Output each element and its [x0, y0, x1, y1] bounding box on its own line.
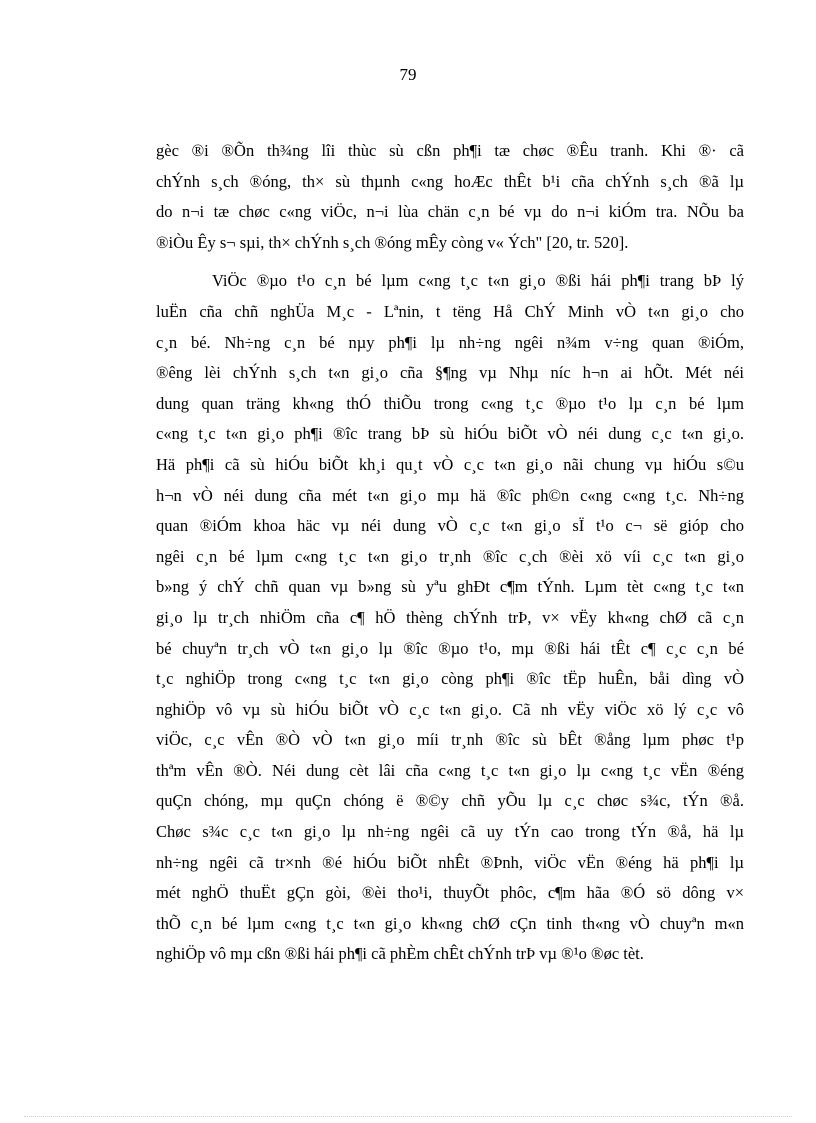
body-text: [156, 136, 744, 978]
text-line: ViÖc ®µo t¹o c¸n bé lµm c«ng t¸c t«n gi¸o ®ßi hái ph¶i trang bÞ lý: [212, 271, 744, 291]
text-line: ngêi c¸n bé lµm c«ng t¸c t«n gi¸o tr¸nh ®îc c¸ch ®èi xö víi c¸c t«n gi¸o: [156, 546, 744, 566]
text-line: ®iÒu Êy s¬ sµi, th× chÝnh s¸ch ®óng mÊy còng v« Ých" [20, tr. 520].: [156, 232, 629, 252]
text-line: Hä ph¶i cã sù hiÓu biÕt kh¸i qu¸t vÒ c¸c t«n gi¸o nãi chung vµ hiÓu s©u: [156, 454, 744, 474]
page-bottom-divider: [24, 1116, 792, 1117]
text-line: t¸c nghiÖp trong c«ng t¸c t«n gi¸o còng ph¶i ®îc tËp huÊn, båi dìng vÒ: [156, 669, 744, 689]
text-line: nghiÖp vô vµ sù hiÓu biÕt vÒ c¸c t«n gi¸o. Cã nh vËy viÖc xö lý c¸c vô: [156, 699, 744, 719]
text-line: Chøc s¾c c¸c t«n gi¸o lµ nh÷ng ngêi cã uy tÝn cao trong tÝn ®å, hä lµ: [156, 822, 744, 842]
text-line: mét nghÖ thuËt gÇn gòi, ®èi tho¹i, thuyÕt phôc, c¶m hãa ®Ó sö dông v×: [156, 883, 744, 903]
text-line: bé chuyªn tr¸ch vÒ t«n gi¸o lµ ®îc ®µo t¹o, mµ ®ßi hái tÊt c¶ c¸c c¸n bé: [156, 638, 744, 658]
text-line: viÖc, c¸c vÊn ®Ò vÒ t«n gi¸o míi tr¸nh ®îc sù bÊt ®ång lµm phøc t¹p: [156, 730, 744, 750]
text-line: ®êng lèi chÝnh s¸ch t«n gi¸o cña §¶ng vµ Nhµ níc h¬n ai hÕt. Mét néi: [156, 363, 744, 383]
text-line: luËn cña chñ nghÜa M¸c - Lªnin, t tëng Hå ChÝ Minh vÒ t«n gi¸o cho: [156, 301, 744, 321]
paragraph-2: [156, 266, 744, 970]
text-line: quÇn chóng, mµ quÇn chóng ë ®©y chñ yÕu lµ c¸c chøc s¾c, tÝn ®å.: [156, 791, 744, 811]
text-line: thªm vÊn ®Ò. Néi dung cèt lâi cña c«ng t¸c t«n gi¸o lµ c«ng t¸c vËn ®éng: [156, 760, 744, 780]
text-line: nh÷ng ngêi cã tr×nh ®é hiÓu biÕt nhÊt ®Þnh, viÖc vËn ®éng hä ph¶i lµ: [156, 852, 744, 872]
text-line: c¸n bé. Nh÷ng c¸n bé nµy ph¶i lµ nh÷ng ngêi n¾m v÷ng quan ®iÓm,: [156, 332, 744, 352]
page-number: 79: [399, 65, 417, 84]
text-line: c«ng t¸c t«n gi¸o ph¶i ®îc trang bÞ sù hiÓu biÕt vÒ néi dung c¸c t«n gi¸o.: [156, 424, 744, 444]
text-line: gi¸o lµ tr¸ch nhiÖm cña c¶ hÖ thèng chÝnh trÞ, v× vËy kh«ng chØ cã c¸n: [156, 607, 744, 627]
text-line: quan ®iÓm khoa häc vµ néi dung vÒ c¸c t«n gi¸o sÏ t¹o c¬ së gióp cho: [156, 516, 744, 536]
paragraph-1: [156, 136, 744, 258]
text-line: chÝnh s¸ch ®óng, th× sù thµnh c«ng hoÆc thÊt b¹i cña chÝnh s¸ch ®ã lµ: [156, 171, 744, 191]
text-line: do n¬i tæ chøc c«ng viÖc, n¬i lùa chän c¸n bé vµ do n¬i kiÓm tra. NÕu ba: [156, 202, 744, 222]
text-line: dung quan träng kh«ng thÓ thiÕu trong c«ng t¸c ®µo t¹o lµ c¸n bé lµm: [156, 393, 744, 413]
text-line: thÕ c¸n bé lµm c«ng t¸c t«n gi¸o kh«ng chØ cÇn tinh th«ng vÒ chuyªn m«n: [156, 913, 744, 933]
text-line: gèc ®i ®Õn th¾ng lîi thùc sù cßn ph¶i tæ chøc ®Êu tranh. Khi ®· cã: [156, 141, 744, 160]
text-line: b»ng ý chÝ chñ quan vµ b»ng sù yªu ghÐt c¶m tÝnh. Lµm tèt c«ng t¸c t«n: [156, 577, 744, 597]
text-line: h¬n vÒ néi dung cña mét t«n gi¸o mµ hä ®îc ph©n c«ng c«ng t¸c. Nh÷ng: [156, 485, 744, 505]
text-line: nghiÖp vô mµ cßn ®ßi hái ph¶i cã phÈm chÊt chÝnh trÞ vµ ®¹o ®øc tèt.: [156, 944, 644, 964]
